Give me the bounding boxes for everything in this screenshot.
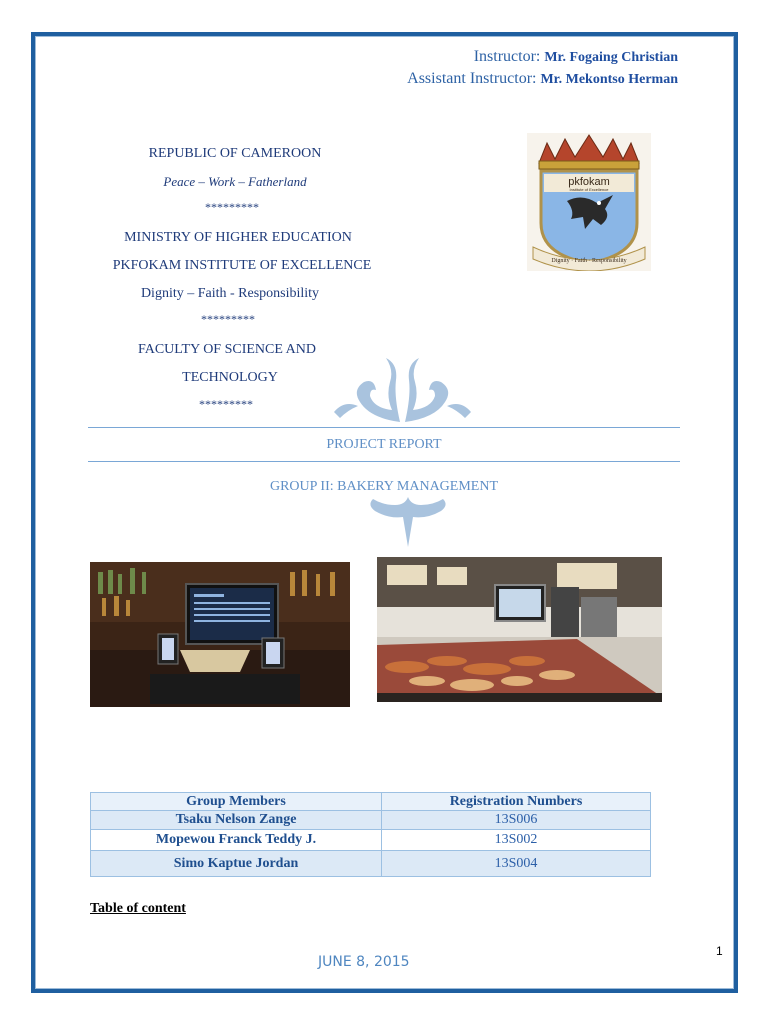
table-row — [91, 830, 651, 851]
member-registration: 13S006 — [382, 811, 651, 830]
member-name: Simo Kaptue Jordan — [91, 851, 382, 877]
ministry-heading: MINISTRY OF HIGHER EDUCATION — [124, 230, 352, 245]
instructor-label: Instructor: — [473, 48, 541, 65]
member-name: Mopewou Franck Teddy J. — [91, 830, 382, 851]
instructor-name: Mr. Fogaing Christian — [544, 50, 678, 65]
crest-ribbon-text: Dignity · Faith · Responsibility — [551, 258, 627, 264]
header-registration-numbers: Registration Numbers — [382, 793, 651, 811]
report-title: PROJECT REPORT — [326, 437, 442, 452]
flourish-ornament-top — [330, 352, 475, 424]
faculty-heading-line2: TECHNOLOGY — [182, 370, 278, 385]
table-header-row — [91, 793, 651, 811]
crest-name-text: pkfokam — [568, 176, 610, 188]
group-title: GROUP II: BAKERY MANAGEMENT — [269, 479, 499, 494]
group-members-table — [90, 792, 651, 877]
crest-sub-text: Institute of Excellence — [569, 187, 609, 192]
table-row — [91, 851, 651, 877]
bottom-rule — [88, 461, 680, 462]
institute-crest-logo — [527, 133, 651, 271]
pos-terminal-counter-image — [377, 557, 662, 702]
separator-stars-3: ********* — [199, 397, 253, 411]
separator-stars-2: ********* — [201, 312, 255, 326]
page-number: 1 — [716, 944, 723, 958]
assistant-instructor-line — [407, 70, 678, 88]
institute-heading: PKFOKAM INSTITUTE OF EXCELLENCE — [112, 258, 372, 273]
report-date: JUNE 8, 2015 — [318, 954, 410, 970]
republic-heading: REPUBLIC OF CAMEROON — [148, 146, 322, 161]
institute-motto: Dignity – Faith - Responsibility — [140, 286, 320, 301]
member-registration: 13S004 — [382, 851, 651, 877]
faculty-heading-line1: FACULTY OF SCIENCE AND — [137, 342, 316, 357]
pos-terminal-bar-image — [90, 562, 350, 707]
separator-stars-1: ********* — [205, 200, 259, 214]
table-row — [91, 811, 651, 830]
top-rule — [88, 427, 680, 428]
assistant-instructor-name: Mr. Mekontso Herman — [540, 72, 678, 87]
member-name: Tsaku Nelson Zange — [91, 811, 382, 830]
national-motto: Peace – Work – Fatherland — [163, 174, 307, 189]
member-registration: 13S002 — [382, 830, 651, 851]
flourish-ornament-bottom — [365, 495, 451, 547]
table-of-content-heading: Table of content — [90, 901, 186, 916]
instructor-line — [474, 48, 678, 66]
header-group-members: Group Members — [91, 793, 382, 811]
assistant-instructor-label: Assistant Instructor: — [407, 70, 537, 87]
